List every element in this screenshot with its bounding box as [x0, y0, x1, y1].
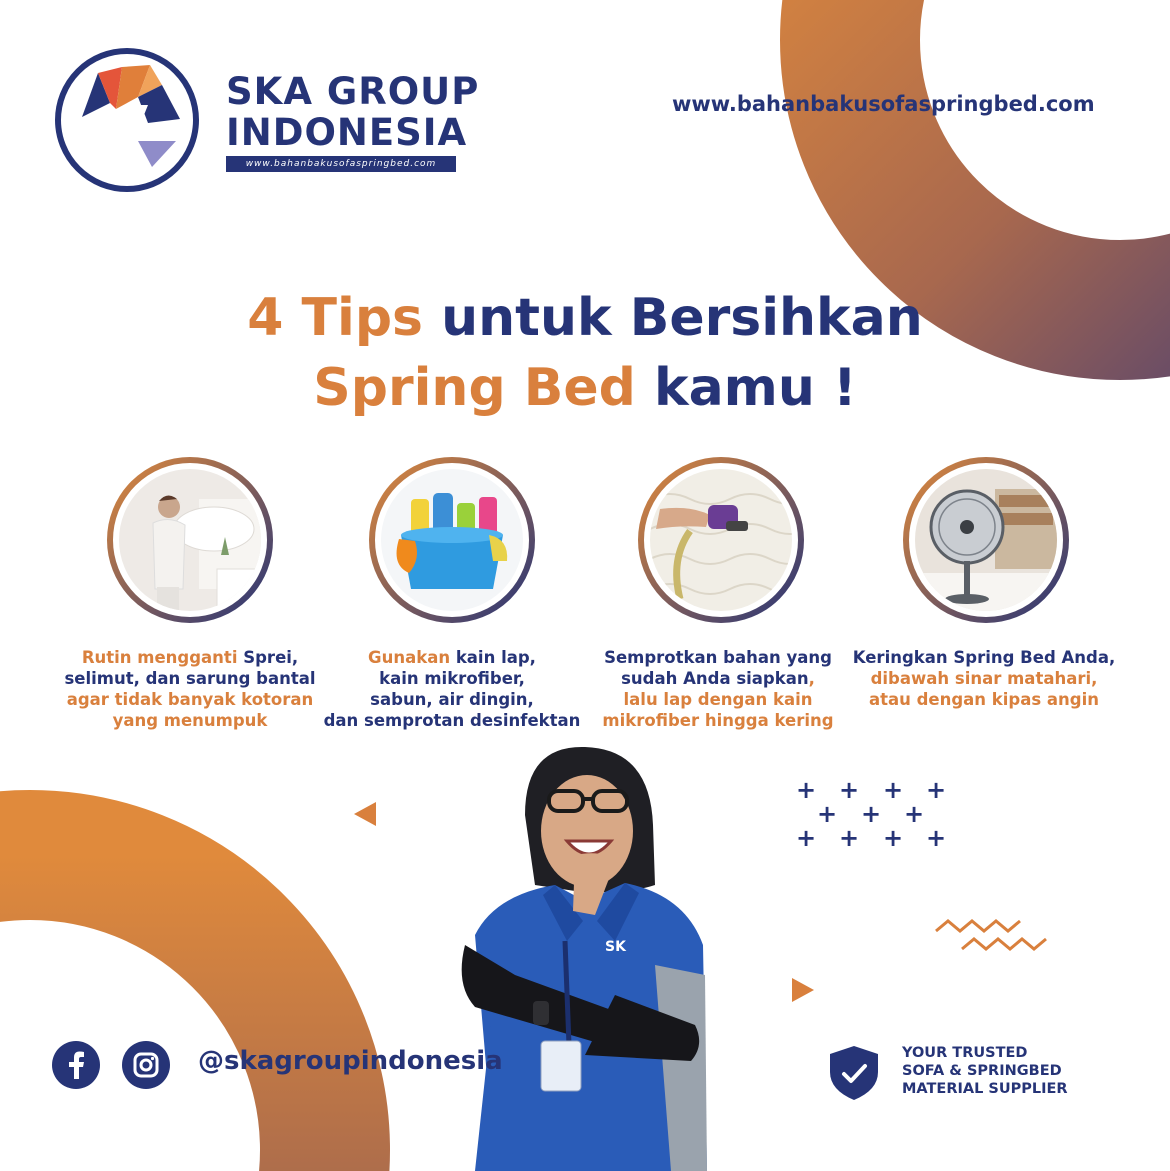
tip-4-photo: [915, 469, 1057, 611]
tip-1-line1-b: Sprei,: [243, 648, 299, 667]
tip-3-photo: [650, 469, 792, 611]
tip-1-line2: selimut, dan sarung bantal: [64, 669, 316, 688]
tip-2-photo: [381, 469, 523, 611]
tip-3-line4: mikrofiber hingga kering: [602, 711, 834, 730]
tip-1-line3: agar tidak banyak kotoran: [66, 690, 314, 709]
tip-2-line1-b: kain lap,: [455, 648, 536, 667]
cleaning-supplies-icon: [381, 469, 523, 611]
headline-highlight-tips: 4 Tips: [247, 288, 423, 348]
tip-3-line3: lalu lap dengan kain: [623, 690, 813, 709]
badge-line3: MATERIAL SUPPLIER: [902, 1081, 1068, 1097]
ska-logo-icon: [52, 45, 202, 195]
tip-2-line1-a: Gunakan: [368, 648, 456, 667]
tip-1-photo: [119, 469, 261, 611]
decor-arc-bottom-left: [0, 790, 390, 1171]
triangle-left-icon: [352, 800, 378, 828]
shield-check-icon: [826, 1044, 882, 1102]
instagram-icon[interactable]: [122, 1041, 170, 1089]
brand-url-label: www.bahanbakusofaspringbed.com: [226, 156, 456, 172]
headline-text-2: kamu !: [635, 358, 857, 418]
tip-3-text: [583, 647, 853, 731]
tip-1-line4: yang menumpuk: [112, 711, 268, 730]
zigzag-icon: [934, 915, 1050, 955]
tip-4-line1: Keringkan Spring Bed Anda,: [852, 648, 1116, 667]
tip-1-image-frame: [105, 455, 275, 625]
tip-4-line3: atau dengan kipas angin: [868, 690, 1100, 709]
social-handle[interactable]: @skagroupindonesia: [198, 1046, 503, 1076]
headline-highlight-springbed: Spring Bed: [313, 358, 636, 418]
trusted-supplier-badge: [902, 1044, 1068, 1098]
tip-3-image-frame: [636, 455, 806, 625]
tip-3-line2-b: ,: [808, 669, 815, 688]
electric-fan-icon: [915, 469, 1057, 611]
tip-4-line2: dibawah sinar matahari,: [870, 669, 1098, 688]
badge-line2: SOFA & SPRINGBED: [902, 1063, 1062, 1079]
vacuuming-mattress-icon: [650, 469, 792, 611]
facebook-icon[interactable]: [52, 1041, 100, 1089]
headline-line1: [0, 288, 1170, 348]
tip-1-text: [55, 647, 325, 731]
tip-1-line1-a: Rutin mengganti: [81, 648, 244, 667]
tip-4-image-frame: [901, 455, 1071, 625]
headline-text-1: untuk Bersihkan: [423, 288, 923, 348]
badge-line1: YOUR TRUSTED: [902, 1045, 1028, 1061]
woman-changing-sheets-icon: [119, 469, 261, 611]
poster-canvas: SKA GROUP INDONESIA www.bahanbakusofaspringbed.com www.bahanbakusofaspringbed.com 4 Tips untuk Bersihkan Spring Bed kamu ! Rutin mengganti Sprei, selimut, dan sarung bantal agar tidak banyak kotoran yang menumpuk Gunakan kain lap, kain mikrofiber, sabun, air dingin, dan semprotan desinfektan Semprotkan bahan yang sudah Anda siapkan, lalu lap dengan kain mikrofiber hingga kering Keringkan Spring Bed Anda, dibawah sinar matahari, atau dengan kipas angin + + + + + + + + + + + SK @skagroupindonesia YOUR TRUSTED SOFA & SPRINGBED MATERIAL SUPPLIER: [0, 0, 1170, 1171]
triangle-right-icon: [790, 976, 816, 1004]
shirt-logo-text: SK: [605, 939, 626, 955]
tip-4-text: [849, 647, 1119, 710]
person-photo: [455, 745, 715, 1171]
website-link[interactable]: www.bahanbakusofaspringbed.com: [672, 92, 1095, 116]
tip-2-line4: dan semprotan desinfektan: [323, 711, 581, 730]
tip-2-line2: kain mikrofiber,: [379, 669, 525, 688]
brand-name-line1: SKA GROUP: [226, 70, 480, 113]
tip-2-text: [317, 647, 587, 731]
brand-name-line2: INDONESIA: [226, 111, 468, 154]
tip-2-line3: sabun, air dingin,: [370, 690, 534, 709]
tip-3-line2-a: sudah Anda siapkan: [621, 669, 809, 688]
headline-line2: [0, 358, 1170, 418]
tip-3-line1: Semprotkan bahan yang: [604, 648, 832, 667]
tip-2-image-frame: [367, 455, 537, 625]
